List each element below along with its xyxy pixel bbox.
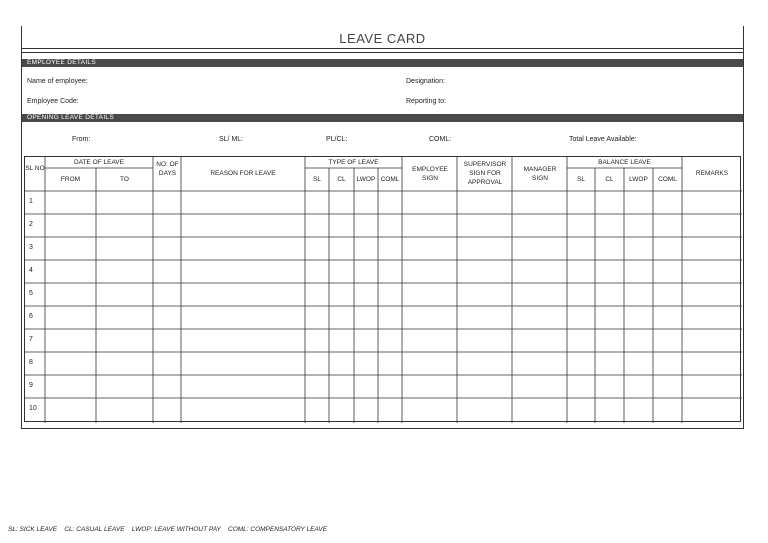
header-manager-sign: MANAGER SIGN [523, 166, 557, 182]
row-number: 2 [29, 221, 33, 228]
row-number: 4 [29, 267, 33, 274]
reporting-to-label: Reporting to: [406, 98, 447, 105]
section-employee-details: EMPLOYEE DETAILS [22, 59, 743, 67]
row-number: 7 [29, 336, 33, 343]
header-balance-coml: COML [658, 176, 677, 183]
legend-footnote: SL: SICK LEAVE CL: CASUAL LEAVE LWOP: LEAVE WITHOUT PAY COML: COMPENSATORY LEAVE [8, 526, 328, 533]
section-opening-leave-details: OPENING LEAVE DETAILS [22, 114, 743, 122]
header-to: TO [120, 176, 129, 183]
page-title: LEAVE CARD [22, 30, 743, 49]
leave-card [21, 26, 744, 429]
header-remarks: REMARKS [695, 170, 729, 177]
row-number: 3 [29, 244, 33, 251]
header-balance-sl: SL [577, 176, 585, 183]
row-number: 8 [29, 359, 33, 366]
designation-label: Designation: [406, 78, 445, 85]
row-number: 10 [29, 405, 37, 412]
header-type-of-leave: TYPE OF LEAVE [328, 159, 379, 166]
pl-cl-label: PL/CL: [326, 136, 348, 143]
table-grid-lines [25, 157, 742, 423]
coml-label: COML: [429, 136, 452, 143]
header-sl-no: SL NO [25, 165, 45, 172]
header-supervisor-sign: SUPERVISOR SIGN FOR APPROVAL [463, 161, 507, 186]
header-no-of-days: NO: OF DAYS [156, 161, 179, 177]
header-type-sl: SL [313, 176, 321, 183]
row-number: 9 [29, 382, 33, 389]
header-employee-sign: EMPLOYEE SIGN [412, 166, 448, 182]
header-from: FROM [60, 176, 81, 183]
header-type-lwop: LWOP [356, 176, 376, 183]
header-balance-leave: BALANCE LEAVE [598, 159, 651, 166]
header-type-cl: CL [337, 176, 346, 183]
divider [22, 52, 743, 53]
header-balance-lwop: LWOP [629, 176, 648, 183]
total-leave-available-label: Total Leave Available: [569, 136, 637, 143]
employee-code-label: Employee Code: [27, 98, 79, 105]
name-of-employee-label: Name of employee: [27, 78, 88, 85]
from-label: From: [72, 136, 91, 143]
row-number: 6 [29, 313, 33, 320]
header-balance-cl: CL [605, 176, 614, 183]
header-date-of-leave: DATE OF LEAVE [74, 159, 124, 166]
sl-ml-label: SL/ ML: [219, 136, 244, 143]
row-number: 5 [29, 290, 33, 297]
leave-table [24, 156, 741, 422]
header-reason-for-leave: REASON FOR LEAVE [210, 170, 276, 177]
row-number: 1 [29, 198, 33, 205]
header-type-coml: COML [380, 176, 400, 183]
